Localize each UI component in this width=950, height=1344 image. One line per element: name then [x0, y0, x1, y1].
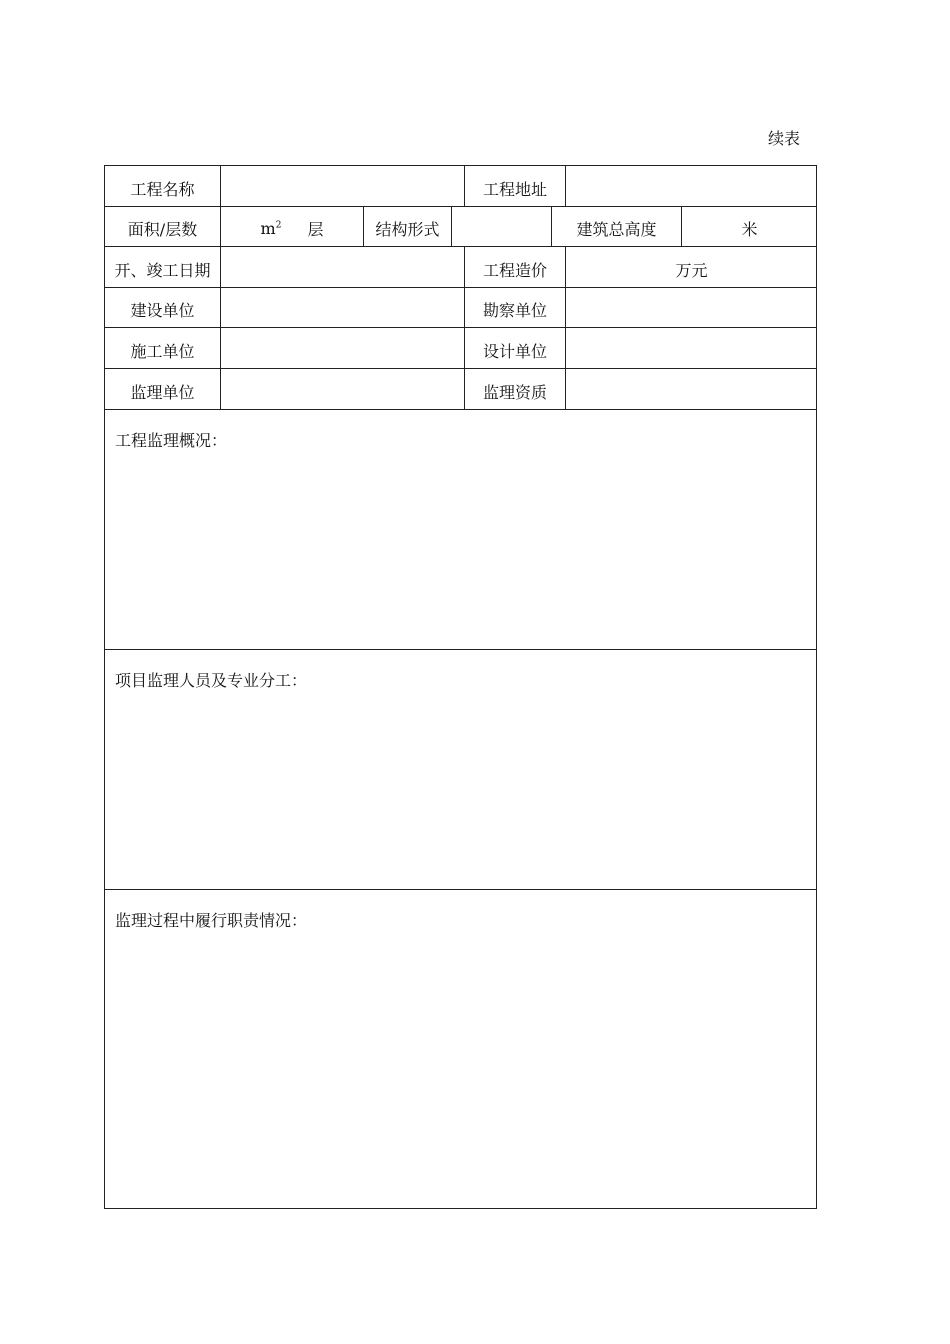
project-address-label: 工程地址 [464, 166, 565, 206]
area-unit: $m^2$ [260, 219, 282, 238]
builder-unit-label: 建设单位 [130, 301, 195, 320]
building-height-label: 建筑总高度 [551, 207, 681, 246]
supervision-qualification-label: 监理资质 [464, 369, 565, 409]
design-unit-field[interactable] [565, 328, 817, 368]
survey-unit-field[interactable] [565, 288, 817, 327]
cost-unit: 万元 [675, 260, 708, 280]
supervision-unit-label: 监理单位 [130, 382, 195, 402]
construction-unit-field[interactable] [220, 328, 464, 368]
supervision-duties-title: 监理过程中履行职责情况： [115, 911, 308, 930]
continued-table-label: 续表 [768, 129, 801, 148]
design-unit-label: 设计单位 [464, 328, 565, 368]
area-floors-label: 面积/层数 [127, 220, 198, 239]
row-supervision-qualification [105, 369, 816, 410]
supervision-staff-title: 项目监理人员及专业分工： [115, 671, 308, 690]
supervision-staff-section[interactable] [105, 650, 816, 890]
survey-unit-label: 勘察单位 [464, 288, 565, 327]
row-builder-survey [105, 288, 816, 328]
start-completion-dates-field[interactable] [220, 247, 464, 287]
row-construction-design [105, 328, 816, 369]
start-completion-dates-label: 开、竣工日期 [114, 260, 211, 280]
project-cost-field[interactable] [565, 247, 817, 287]
structure-label: 结构形式 [363, 207, 451, 246]
area-floors-field[interactable] [220, 207, 363, 246]
construction-unit-label: 施工单位 [130, 341, 195, 361]
building-height-field[interactable] [681, 207, 817, 246]
supervision-overview-title: 工程监理概况： [115, 431, 228, 450]
project-cost-label: 工程造价 [464, 247, 565, 287]
floors-unit: 层 [307, 220, 324, 239]
project-name-field[interactable] [220, 166, 464, 206]
row-project-name [105, 166, 816, 207]
supervision-report-form [104, 165, 817, 1209]
row-dates-cost [105, 247, 816, 288]
supervision-overview-section[interactable] [105, 410, 816, 650]
height-unit: 米 [741, 220, 758, 239]
supervision-qualification-field[interactable] [565, 369, 817, 409]
project-address-field[interactable] [565, 166, 817, 206]
builder-unit-field[interactable] [220, 288, 464, 327]
supervision-unit-field[interactable] [220, 369, 464, 409]
project-name-label: 工程名称 [130, 179, 195, 199]
supervision-duties-section[interactable] [105, 890, 816, 1208]
row-area-floors [105, 207, 816, 247]
structure-field[interactable] [451, 207, 551, 246]
